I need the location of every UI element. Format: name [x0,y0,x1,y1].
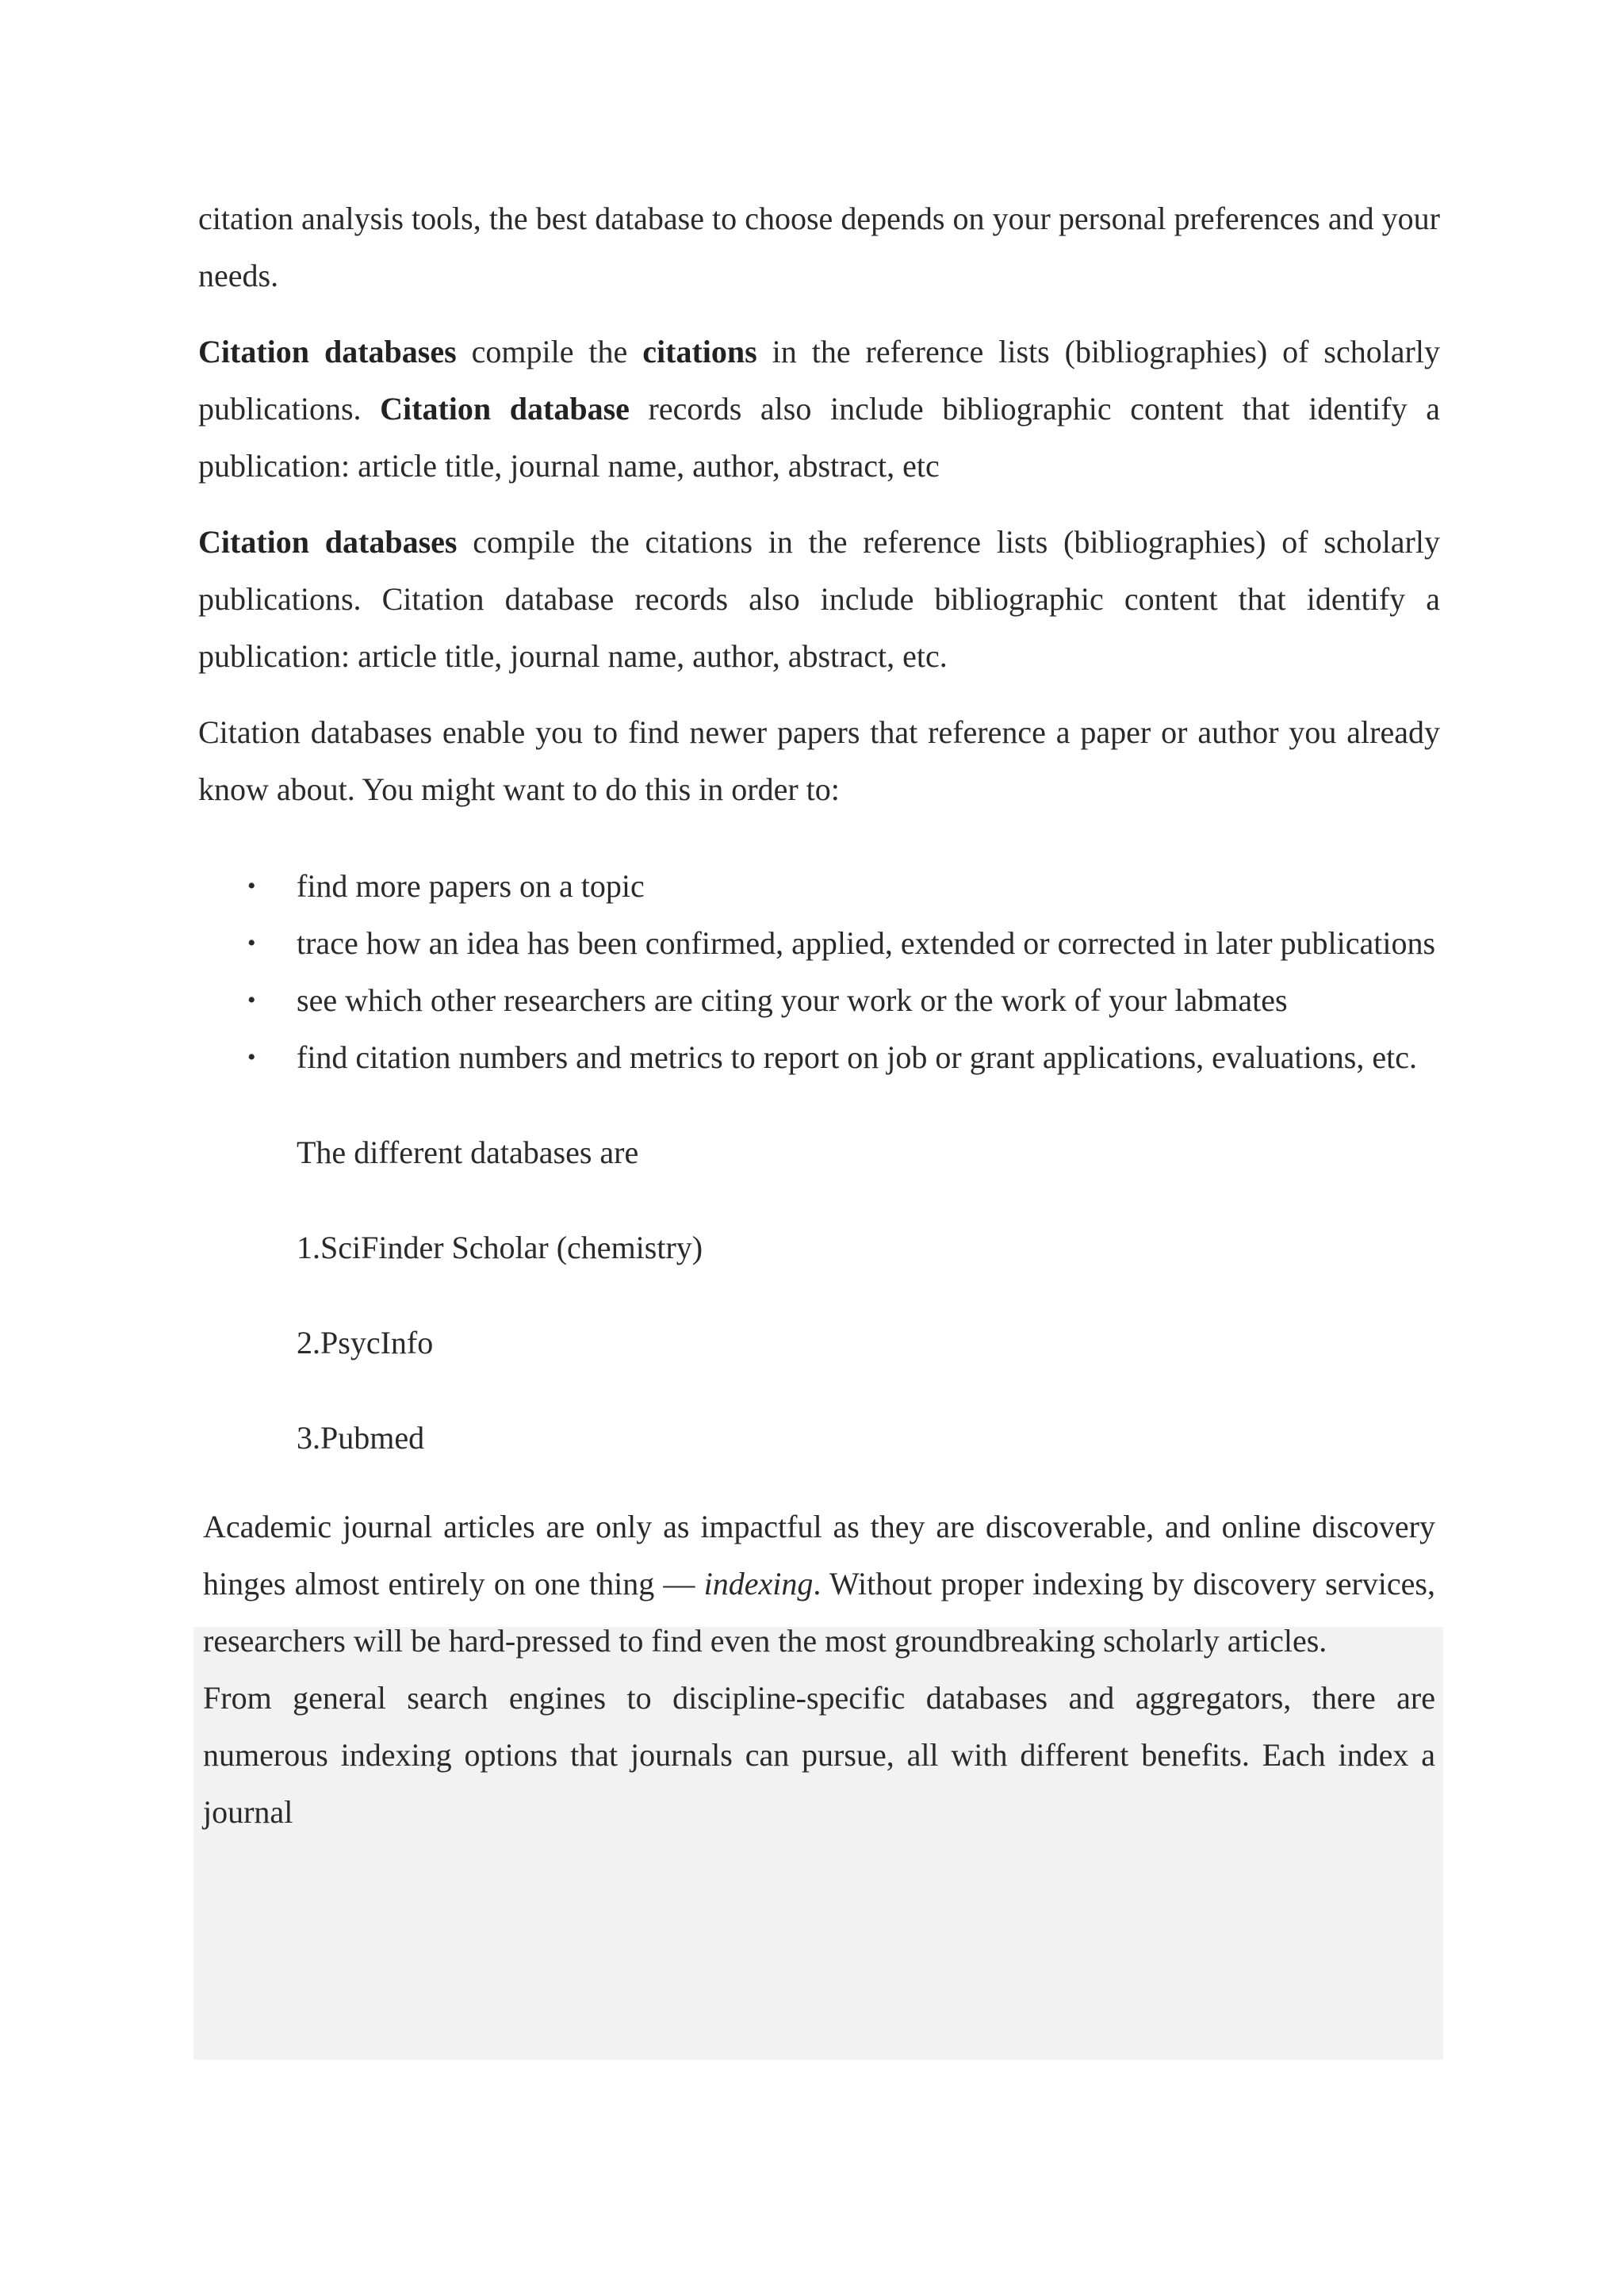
text-run: . Without proper indexing by discovery services, researchers will be hard-pressed to find even the most groundbreaking scholarly articles. [203,1566,1435,1659]
citation-databases-purpose-paragraph: Citation databases enable you to find newer papers that reference a paper or author you already know about. You might want to do this in order to: [198,714,1440,807]
indexing-options-paragraph: From general search engines to discipline-specific databases and aggregators, there are numerous indexing options that journals can pursue, all with different benefits. Each index a journal [203,1680,1435,1830]
databases-heading: The different databases are [297,1135,639,1170]
citation-databases-paragraph-2 [198,514,1440,685]
bold-term: Citation databases [198,334,457,369]
database-item: 2.PsycInfo [297,1325,434,1360]
indexing-paragraph [203,1498,1435,1670]
database-item: 1.SciFinder Scholar (chemistry) [297,1230,703,1265]
databases-list [198,1124,1440,1467]
database-item: 3.Pubmed [297,1420,425,1456]
bold-term: Citation database [380,391,630,427]
text-run: records also include bibliographic content that identify a publication: article title, journal name, author, abstract, etc [198,391,1440,484]
text-run: Academic journal articles are only as impactful as they are discoverable, and online discovery hinges almost entirely on one thing — [203,1509,1435,1601]
list-item [247,972,1440,1029]
bold-term: Citation databases [198,524,458,560]
bullet-icon: • [247,873,256,899]
list-item [247,1029,1440,1086]
text-run: compile the citations in the reference lists (bibliographies) of scholarly publications. Citation database records also include bibliographic content that identify a publication: article title, journal name, author, abstract, etc. [198,524,1440,674]
list-item-text: find citation numbers and metrics to report on job or grant applications, evaluations, etc. [297,1039,1417,1075]
document-page [198,190,1440,1841]
intro-paragraph: citation analysis tools, the best database to choose depends on your personal preferences and your needs. [198,201,1440,293]
bold-term: citations [642,334,757,369]
list-item-text: find more papers on a topic [297,868,645,904]
list-item [247,915,1440,972]
list-item [247,858,1440,915]
bullet-icon: • [247,987,256,1013]
text-run: in the reference lists (bibliographies) of scholarly publications. [198,334,1440,427]
list-item-text: see which other researchers are citing your work or the work of your labmates [297,982,1288,1018]
text-run: compile the [456,334,643,369]
shaded-section [198,1498,1440,1841]
citation-databases-paragraph-1 [198,323,1440,495]
bullet-list [198,858,1440,1086]
bullet-icon: • [247,930,256,956]
list-item-text: trace how an idea has been confirmed, applied, extended or corrected in later publications [297,925,1436,961]
italic-term: indexing [703,1566,814,1601]
bullet-icon: • [247,1044,256,1070]
